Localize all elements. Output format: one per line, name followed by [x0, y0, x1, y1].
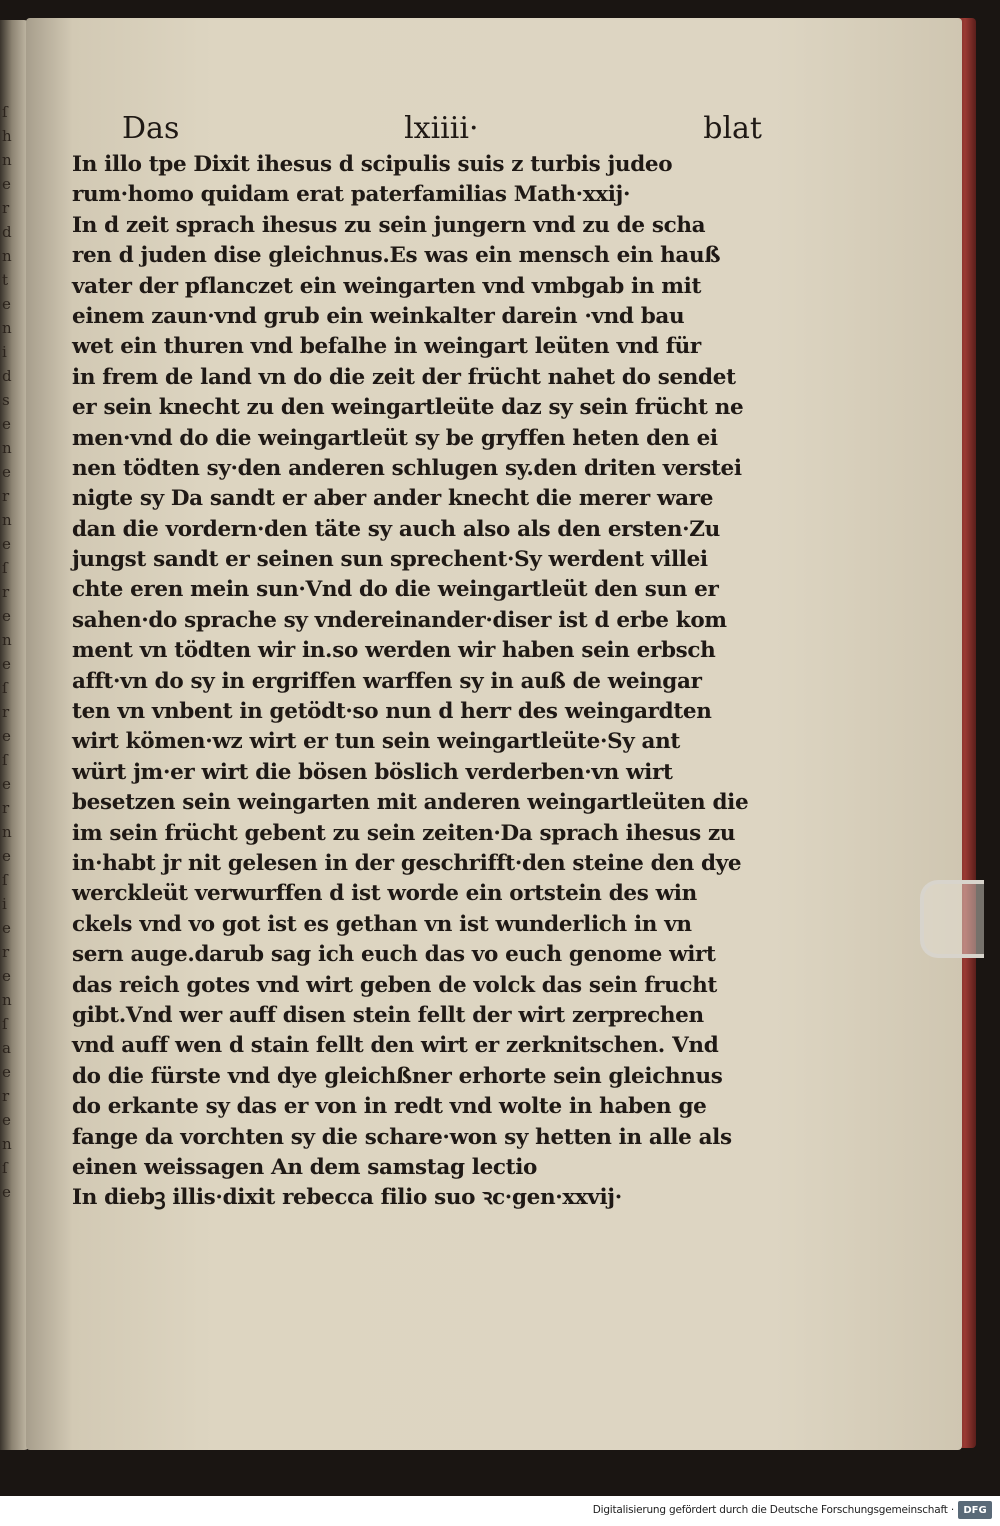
text-line: rum·homo quidam erat paterfamilias Math·xxij· [72, 182, 631, 208]
text-line: wet ein thuren vnd befalhe in weingart leüten vnd für [72, 334, 701, 360]
footer-bar [0, 1496, 1000, 1526]
page-header [72, 112, 772, 150]
text-line: In d zeit sprach ihesus zu sein jungern vnd zu de scha [72, 212, 706, 238]
text-line: ment vn tödten wir in.so werden wir haben sein erbsch [72, 638, 716, 664]
text-line: werckleüt verwurffen d ist worde ein ortstein des win [72, 881, 697, 907]
text-line: dan die vordern·den täte sy auch also als den ersten·Zu [72, 516, 720, 542]
text-line: ckels vnd vo got ist es gethan vn ist wunderlich in vn [72, 911, 692, 937]
text-line: er sein knecht zu den weingartleüte daz sy sein frücht ne [72, 395, 744, 421]
text-line: ten vn vnbent in getödt·so nun d herr des weingardten [72, 699, 712, 725]
text-block [72, 112, 772, 1214]
dfg-logo: DFG [958, 1501, 992, 1519]
text-line: besetzen sein weingarten mit anderen weingartleüten die [72, 790, 749, 816]
header-right: blat [703, 111, 762, 146]
text-line: einem zaun·vnd grub ein weinkalter darein ·vnd bau [72, 303, 685, 329]
text-line: men·vnd do die weingartleüt sy be gryffen heten den ei [72, 425, 718, 451]
text-line: das reich gotes vnd wirt geben de volck das sein frucht [72, 972, 718, 998]
bookmark-clip [920, 880, 984, 958]
text-lines [72, 150, 772, 1214]
text-line: sahen·do sprache sy vndereinander·diser ist d erbe kom [72, 607, 727, 633]
text-line: In illo tpe Dixit ihesus d scipulis suis z turbis judeo [72, 152, 673, 177]
text-line: ren d juden dise gleichnus.Es was ein mensch ein hauß [72, 243, 721, 269]
facing-page-fragments: ſ h n e r d n t e n i d s e n e r n e ſ r e n e ſ r e ſ e r n e ſ i e r e n ſ a e r e n ſ e [2, 103, 12, 1201]
folio-number: lxiiii· [404, 111, 479, 146]
text-line: einen weissagen An dem samstag lectio [72, 1154, 538, 1180]
text-line: wirt kömen·wz wirt er tun sein weingartleüte·Sy ant [72, 729, 680, 755]
text-line: nigte sy Da sandt er aber ander knecht die merer ware [72, 486, 714, 512]
text-line: vnd auff wen d stain fellt den wirt er zerknitschen. Vnd [72, 1033, 719, 1059]
text-line: sern auge.darub sag ich euch das vo euch genome wirt [72, 942, 716, 968]
text-line: do die fürste vnd dye gleichßner erhorte sein gleichnus [72, 1063, 723, 1089]
text-line: chte eren mein sun·Vnd do die weingartleüt den sun er [72, 577, 719, 603]
text-line: nen tödten sy·den anderen schlugen sy.den driten verstei [72, 455, 742, 481]
text-line: in frem de land vn do die zeit der frücht nahet do sendet [72, 364, 736, 390]
text-line: würt jm·er wirt die bösen böslich verderben·vn wirt [72, 759, 673, 785]
text-line: In diebꝫ illis·dixit rebecca filio suo ꝛc·gen·xxvij· [72, 1185, 622, 1211]
text-line: fange da vorchten sy die schare·won sy hetten in alle als [72, 1124, 732, 1150]
text-line: afft·vn do sy in ergriffen warffen sy in auß de weingar [72, 668, 702, 694]
text-line: im sein frücht gebent zu sein zeiten·Da sprach ihesus zu [72, 820, 736, 846]
header-left: Das [122, 111, 180, 146]
text-line: do erkante sy das er von in redt vnd wolte in haben ge [72, 1094, 707, 1120]
text-line: in·habt jr nit gelesen in der geschrifft·den steine den dye [72, 850, 742, 876]
text-line: jungst sandt er seinen sun sprechent·Sy werdent villei [72, 547, 708, 573]
text-line: vater der pflanczet ein weingarten vnd vmbgab in mit [72, 273, 702, 299]
text-line: gibt.Vnd wer auff disen stein fellt der wirt zerprechen [72, 1002, 704, 1028]
dfg-credit: Digitalisierung gefördert durch die Deutsche Forschungsgemeinschaft · [592, 1504, 954, 1516]
